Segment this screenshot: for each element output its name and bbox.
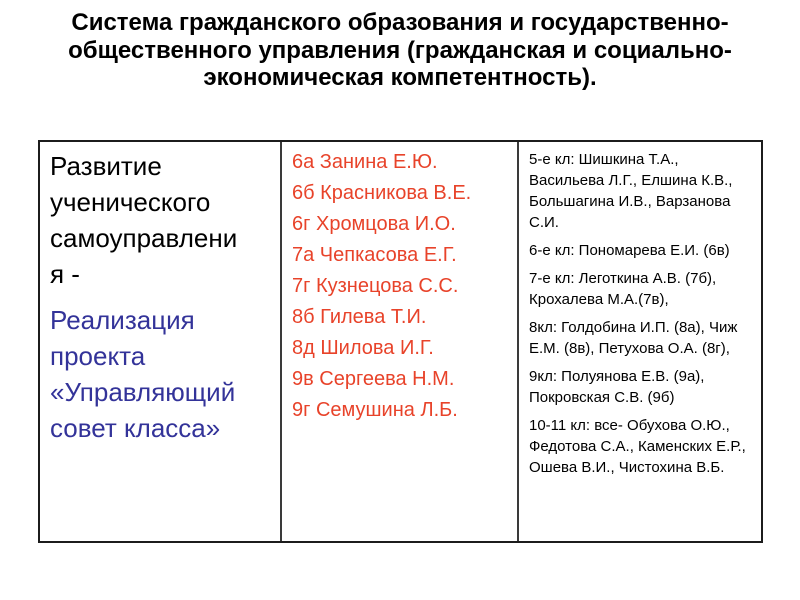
slide-title: Система гражданского образования и государственно-общественного управления (гражданская и социально-экономическая компетентность). xyxy=(68,9,732,92)
teacher-item: 6б Красникова В.Е. xyxy=(292,182,472,204)
teacher-item: 7а Чепкасова Е.Г. xyxy=(292,244,457,266)
class-group-item: 9кл: Полуянова Е.В. (9а), Покровская С.В. (9б) xyxy=(529,368,705,406)
class-group-item: 8кл: Голдобина И.П. (8а), Чиж Е.М. (8в), Петухова О.А. (8г), xyxy=(529,319,738,357)
class-group-item: 6-е кл: Пономарева Е.И. (6в) xyxy=(529,242,730,259)
project-text: Реализация проекта «Управляющий совет класса» xyxy=(50,305,236,443)
teacher-item: 8д Шилова И.Г. xyxy=(292,337,434,359)
table-cell-directions xyxy=(40,142,282,541)
teacher-item: 7г Кузнецова С.С. xyxy=(292,275,459,297)
class-group-item: 7-е кл: Леготкина А.В. (7б), Крохалева М.А.(7в), xyxy=(529,270,717,308)
teacher-item: 9в Сергеева Н.М. xyxy=(292,368,455,390)
teacher-item: 6а Занина Е.Ю. xyxy=(292,151,438,173)
teacher-item: 9г Семушина Л.Б. xyxy=(292,399,458,421)
teacher-item: 6г Хромцова И.О. xyxy=(292,213,456,235)
class-group-item: 10-11 кл: все- Обухова О.Ю., Федотова С.А., Каменских Е.Р., Ошева В.И., Чистохина В.Б. xyxy=(529,417,746,476)
teacher-item: 8б Гилева Т.И. xyxy=(292,306,427,328)
direction-heading: Развитие ученического самоуправления - xyxy=(50,151,238,289)
content-table xyxy=(38,140,763,543)
class-group-item: 5-е кл: Шишкина Т.А., Васильева Л.Г., Елшина К.В., Большагина И.В., Варзанова С.И. xyxy=(529,151,733,231)
table-cell-classes xyxy=(519,142,761,541)
table-cell-teachers xyxy=(282,142,519,541)
